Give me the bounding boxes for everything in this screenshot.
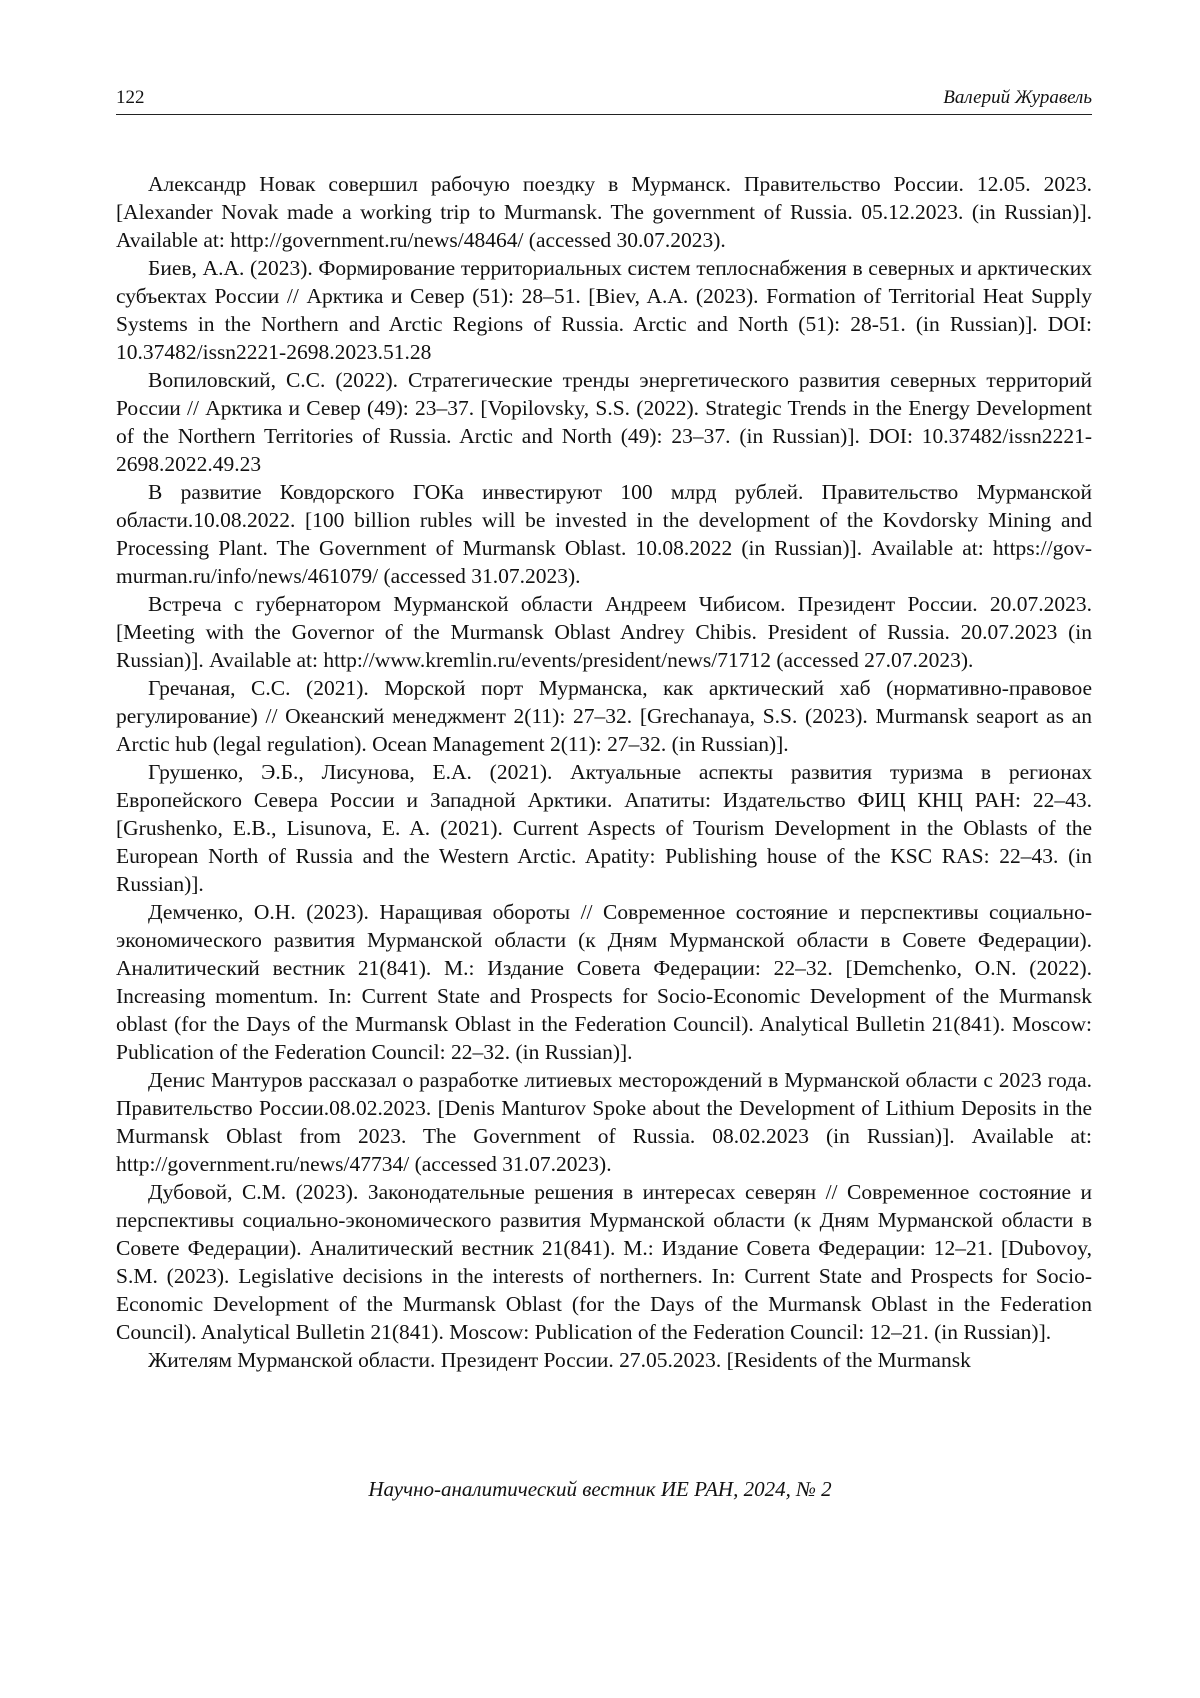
journal-citation: Научно-аналитический вестник ИЕ РАН, 2024, № 2 (368, 1477, 832, 1501)
page-header (116, 84, 1092, 115)
reference-entry: Вопиловский, С.С. (2022). Стратегические тренды энергетического развития северных территорий России // Арктика и Север (49): 23–37. [Vopilovsky, S.S. (2022). Strategic Trends in the Energy Development of the Northern Territories of Russia. Arctic and North (49): 23–37. (in Russian)]. DOI: 10.37482/issn2221-2698.2022.49.23 (116, 368, 1092, 476)
reference-entry: Грушенко, Э.Б., Лисунова, Е.А. (2021). Актуальные аспекты развития туризма в регионах Европейского Севера России и Западной Арктики. Апатиты: Издательство ФИЦ КНЦ РАН: 22–43. [Grushenko, E.B., Lisunova, E. A. (2021). Current Aspects of Tourism Development in the Oblasts of the European North of Russia and the Western Arctic. Apatity: Publishing house of the KSC RAS: 22–43. (in Russian)]. (116, 760, 1092, 896)
reference-entry: Дубовой, С.М. (2023). Законодательные решения в интересах северян // Современное состояние и перспективы социально-экономического развития Мурманской области (к Дням Мурманской области в Совете Федерации). Аналитический вестник 21(841). М.: Издание Совета Федерации: 12–21. [Dubovoy, S.M. (2023). Legislative decisions in the interests of northerners. In: Current State and Prospects for Socio-Economic Development of the Murmansk Oblast (for the Days of the Murmansk Oblast in the Federation Council). Analytical Bulletin 21(841). Moscow: Publication of the Federation Council: 12–21. (in Russian)]. (116, 1180, 1092, 1344)
reference-entry: Демченко, О.Н. (2023). Наращивая обороты // Современное состояние и перспективы социально-экономического развития Мурманской области (к Дням Мурманской области в Совете Федерации). Аналитический вестник 21(841). М.: Издание Совета Федерации: 22–32. [Demchenko, O.N. (2022). Increasing momentum. In: Current State and Prospects for Socio-Economic Development of the Murmansk oblast (for the Days of the Murmansk Oblast in the Federation Council). Analytical Bulletin 21(841). Moscow: Publication of the Federation Council: 22–32. (in Russian)]. (116, 900, 1092, 1064)
reference-entry: Встреча с губернатором Мурманской области Андреем Чибисом. Президент России. 20.07.2023. [Meeting with the Governor of the Murmansk Oblast Andrey Chibis. President of Russia. 20.07.2023 (in Russian)]. Available at: http://www.kremlin.ru/events/president/news/71712 (accessed 27.07.2023). (116, 592, 1092, 672)
reference-list (116, 170, 1092, 1374)
reference-entry: Жителям Мурманской области. Президент России. 27.05.2023. [Residents of the Murmansk (148, 1348, 971, 1372)
reference-entry: Денис Мантуров рассказал о разработке литиевых месторождений в Мурманской области с 2023 года. Правительство России.08.02.2023. [Denis Manturov Spoke about the Development of Lithium Deposits in the Murmansk Oblast from 2023. The Government of Russia. 08.02.2023 (in Russian)]. Available at: http://government.ru/news/47734/ (accessed 31.07.2023). (116, 1068, 1092, 1176)
reference-entry: Биев, А.А. (2023). Формирование территориальных систем теплоснабжения в северных и арктических субъектах России // Арктика и Север (51): 28–51. [Biev, A.A. (2023). Formation of Territorial Heat Supply Systems in the Northern and Arctic Regions of Russia. Arctic and North (51): 28-51. (in Russian)]. DOI: 10.37482/issn2221-2698.2023.51.28 (116, 256, 1092, 364)
reference-entry: Гречаная, С.С. (2021). Морской порт Мурманска, как арктический хаб (нормативно-правовое регулирование) // Океанский менеджмент 2(11): 27–32. [Grechanaya, S.S. (2023). Murmansk seaport as an Arctic hub (legal regulation). Ocean Management 2(11): 27–32. (in Russian)]. (116, 676, 1092, 756)
page-number: 122 (116, 87, 145, 108)
running-head-author: Валерий Журавель (943, 87, 1092, 108)
reference-entry: Александр Новак совершил рабочую поездку в Мурманск. Правительство России. 12.05. 2023. [Alexander Novak made a working trip to Murmansk. The government of Russia. 05.12.2023. (in Russian)]. Available at: http://government.ru/news/48464/ (accessed 30.07.2023). (116, 172, 1092, 252)
reference-entry: В развитие Ковдорского ГОКа инвестируют 100 млрд рублей. Правительство Мурманской области.10.08.2022. [100 billion rubles will be invested in the development of the Kovdorsky Mining and Processing Plant. The Government of Murmansk Oblast. 10.08.2022 (in Russian)]. Available at: https://gov-murman.ru/info/news/461079/ (accessed 31.07.2023). (116, 480, 1092, 588)
page-footer (0, 1476, 1200, 1502)
